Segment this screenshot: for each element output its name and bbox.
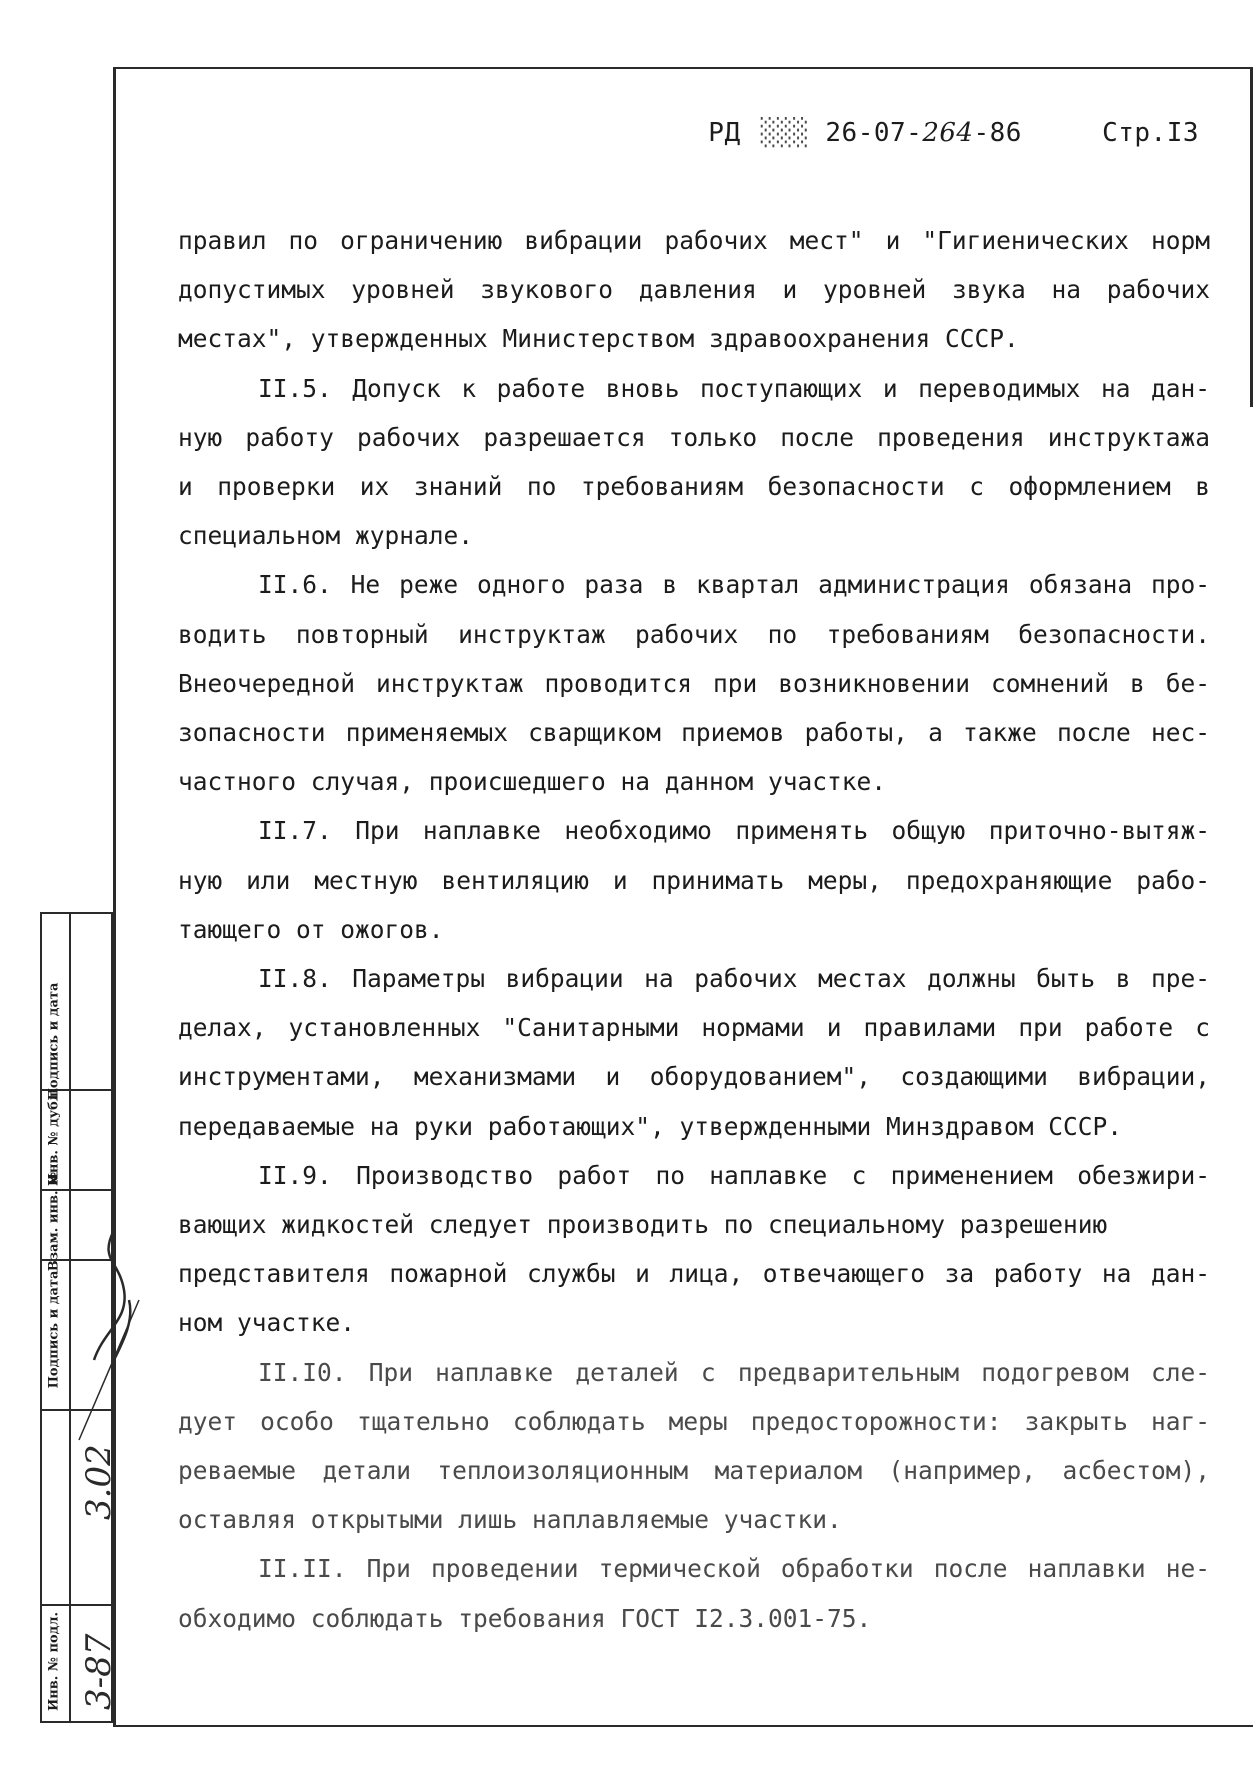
- text-line: ную работу рабочих разрешается только после проведения инструктажа: [178, 422, 1210, 452]
- paragraph-11-8: II.8. Параметры вибрации на рабочих местах должны быть в пре-: [258, 964, 1210, 994]
- page-number: Стр.I3: [1102, 118, 1199, 148]
- text-line: правил по ограничению вибрации рабочих мест" и "Гигиенических норм: [178, 226, 1210, 255]
- text-line: обходимо соблюдать требования ГОСТ I2.3.001-75.: [178, 1603, 872, 1633]
- text-line: допустимых уровней звукового давления и уровней звука на рабочих: [178, 275, 1210, 305]
- doc-number-prefix: 26-07-: [825, 118, 923, 148]
- document-body: [178, 216, 1210, 1643]
- paragraph-11-7: II.7. При наплавке необходимо применять общую приточно-вытяж-: [258, 816, 1210, 846]
- text-line: представителя пожарной службы и лица, отвечающего за работу на дан-: [178, 1259, 1210, 1289]
- text-line: ном участке.: [178, 1308, 356, 1338]
- handwritten-date: 3.02: [79, 1444, 119, 1520]
- stamp-label-signature-date: Подпись и дата: [46, 982, 62, 1101]
- text-line: и проверки их знаний по требованиям безопасности с оформлением в: [178, 472, 1210, 502]
- stamp-column-divider: [69, 914, 71, 1721]
- text-line: вающих жидкостей следует производить по специальному разрешению: [178, 1210, 1108, 1240]
- text-line: специальном журнале.: [178, 521, 474, 551]
- text-line: местах", утвержденных Министерством здравоохранения СССР.: [178, 324, 1019, 354]
- text-line: реваемые детали теплоизоляционным материалом (например, асбестом),: [178, 1456, 1210, 1486]
- text-line: дует особо тщательно соблюдать меры предосторожности: закрыть наг-: [178, 1406, 1210, 1436]
- text-line: водить повторный инструктаж рабочих по требованиям безопасности.: [178, 619, 1210, 649]
- text-line: оставляя открытыми лишь наплавляемые участки.: [178, 1505, 842, 1535]
- paragraph-11-6: II.6. Не реже одного раза в квартал администрация обязана про-: [258, 570, 1210, 600]
- text-line: Внеочередной инструктаж проводится при возникновении сомнений в бе-: [178, 668, 1210, 698]
- stamp-label-replace-inv: Взам. инв. №: [46, 1171, 62, 1272]
- paragraph-11-10: II.I0. При наплавке деталей с предварительным подогревом сле-: [258, 1357, 1210, 1387]
- text-line: зопасности применяемых сварщиком приемов работы, а также после нес-: [178, 718, 1210, 748]
- text-line: передаваемые на руки работающих", утвержденными Минздравом СССР.: [178, 1111, 1123, 1141]
- doc-number-handwritten: 264: [922, 118, 974, 148]
- paragraph-11-9: II.9. Производство работ по наплавке с применением обезжири-: [258, 1160, 1210, 1190]
- doc-code: РД: [708, 118, 757, 148]
- text-line: частного случая, происшедшего на данном участке.: [178, 767, 887, 797]
- paragraph-11-11: II.II. При проведении термической обработки после наплавки не-: [258, 1554, 1210, 1584]
- doc-code-stamp: ░░░: [760, 118, 810, 148]
- page-header: [708, 118, 1199, 148]
- doc-number-suffix: -86: [973, 118, 1022, 148]
- text-line: инструментами, механизмами и оборудованием", создающими вибрации,: [178, 1062, 1210, 1092]
- text-line: делах, установленных "Санитарными нормами и правилами при работе с: [178, 1013, 1210, 1043]
- paragraph-11-5: II.5. Допуск к работе вновь поступающих и переводимых на дан-: [258, 373, 1210, 403]
- text-line: тающего от ожогов.: [178, 914, 444, 944]
- stamp-label-signature-date-2: Подпись и дата: [46, 1270, 62, 1389]
- text-line: ную или местную вентиляцию и принимать меры, предохраняющие рабо-: [178, 865, 1210, 895]
- handwritten-signature: [74, 1200, 144, 1720]
- handwritten-number: 3-87: [79, 1633, 119, 1710]
- margin-mark: [1250, 67, 1253, 407]
- stamp-label-dup-inv: Инв. № дубл.: [46, 1087, 62, 1186]
- stamp-label-orig-inv: Инв. № подл.: [46, 1611, 62, 1712]
